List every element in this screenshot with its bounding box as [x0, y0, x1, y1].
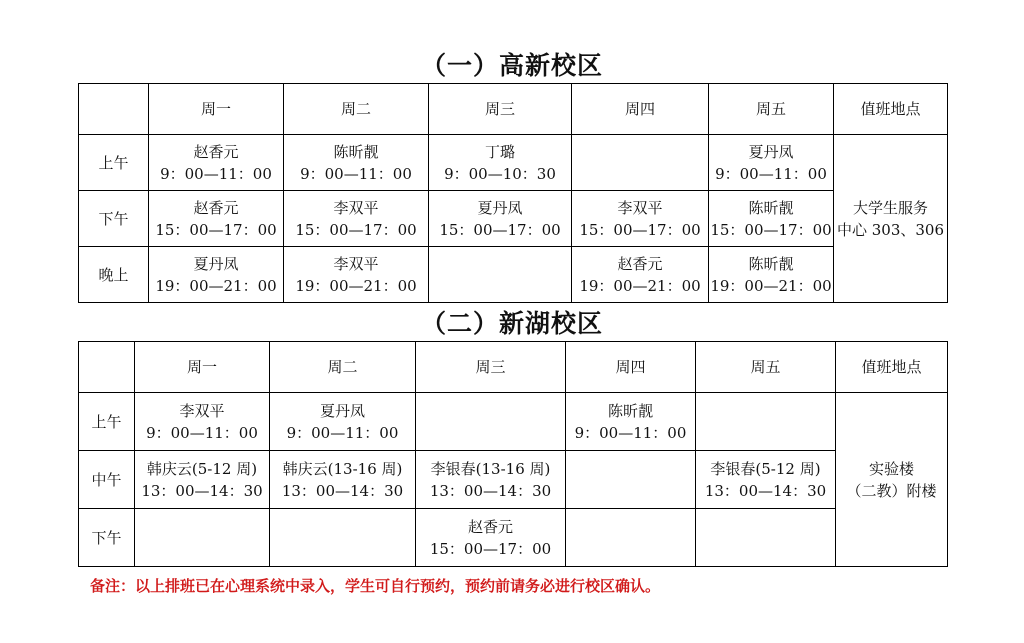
schedule-cell: [572, 135, 709, 191]
campus1-title: （一）高新校区: [420, 51, 603, 80]
schedule-cell: [572, 247, 709, 303]
time-range: 15：00—17：00: [439, 220, 561, 239]
staff-name: 李双平: [179, 401, 225, 420]
duty-location-cell: [834, 135, 948, 303]
schedule-cell: [270, 509, 416, 567]
table-row: [79, 451, 948, 509]
schedule-cell: [416, 509, 566, 567]
header-cell: 周五: [696, 342, 836, 393]
staff-name: 夏丹凤: [748, 142, 794, 161]
schedule-cell: [416, 393, 566, 451]
schedule-cell: [284, 247, 429, 303]
table-row: [79, 191, 948, 247]
campus2-schedule-table: [78, 341, 948, 567]
time-range: 9：00—11：00: [160, 164, 272, 183]
staff-name: 陈昕靓: [748, 198, 794, 217]
table-header-row: [79, 342, 948, 393]
time-range: 9：00—11：00: [286, 423, 399, 442]
time-range: 19：00—21：00: [295, 276, 417, 295]
schedule-cell: [709, 135, 834, 191]
header-cell: 周四: [566, 342, 696, 393]
table-row: [79, 393, 948, 451]
staff-name: 陈昕靓: [748, 254, 794, 273]
location-line: 中心 303、306: [836, 220, 945, 239]
schedule-cell: [270, 451, 416, 509]
schedule-cell: [566, 509, 696, 567]
time-range: 9：00—10：30: [444, 164, 556, 183]
staff-name: 韩庆云(13-16 周): [282, 459, 403, 478]
time-range: 15：00—17：00: [155, 220, 277, 239]
row-label: 中午: [79, 451, 135, 509]
staff-name: 李银春(13-16 周): [430, 459, 551, 478]
time-range: 13：00—14：30: [281, 481, 404, 500]
header-cell: 周二: [284, 84, 429, 135]
time-range: 15：00—17：00: [295, 220, 417, 239]
header-cell: [79, 84, 149, 135]
time-range: 15：00—17：00: [429, 539, 552, 558]
staff-name: 丁璐: [484, 142, 515, 161]
header-cell: 值班地点: [836, 342, 948, 393]
remark-note: 备注：以上排班已在心理系统中录入，学生可自行预约，预约前请务必进行校区确认。: [90, 577, 661, 595]
staff-name: 李双平: [333, 198, 379, 217]
row-label: 晚上: [79, 247, 149, 303]
schedule-cell: [135, 393, 270, 451]
location-line: 大学生服务: [852, 198, 928, 217]
schedule-cell: [284, 135, 429, 191]
staff-name: 赵香元: [467, 517, 513, 536]
header-cell: 周五: [709, 84, 834, 135]
staff-name: 赵香元: [193, 142, 239, 161]
table-header-row: [79, 84, 948, 135]
schedule-cell: [429, 135, 572, 191]
campus2-title: （二）新湖校区: [420, 309, 603, 338]
staff-name: 李双平: [617, 198, 663, 217]
header-cell: 周三: [429, 84, 572, 135]
row-label: 上午: [79, 393, 135, 451]
schedule-cell: [135, 451, 270, 509]
time-range: 15：00—17：00: [710, 220, 832, 239]
duty-location-cell: [836, 393, 948, 567]
schedule-cell: [566, 393, 696, 451]
schedule-cell: [416, 451, 566, 509]
schedule-cell: [149, 191, 284, 247]
header-cell: 周一: [135, 342, 270, 393]
time-range: 19：00—21：00: [710, 276, 832, 295]
staff-name: 夏丹凤: [477, 198, 523, 217]
schedule-cell: [572, 191, 709, 247]
schedule-cell: [149, 247, 284, 303]
schedule-cell: [149, 135, 284, 191]
time-range: 15：00—17：00: [579, 220, 701, 239]
staff-name: 赵香元: [193, 198, 239, 217]
staff-name: 夏丹凤: [319, 401, 365, 420]
header-cell: 周一: [149, 84, 284, 135]
schedule-cell: [696, 451, 836, 509]
time-range: 9：00—11：00: [300, 164, 412, 183]
schedule-cell: [135, 509, 270, 567]
time-range: 13：00—14：30: [141, 481, 263, 500]
staff-name: 赵香元: [617, 254, 663, 273]
row-label: 下午: [79, 191, 149, 247]
table-row: [79, 247, 948, 303]
header-cell: 周四: [572, 84, 709, 135]
time-range: 9：00—11：00: [715, 164, 827, 183]
schedule-cell: [429, 247, 572, 303]
campus1-schedule-table: [78, 83, 948, 303]
time-range: 13：00—14：30: [704, 481, 827, 500]
table-row: [79, 509, 948, 567]
staff-name: 陈昕靓: [333, 142, 379, 161]
staff-name: 韩庆云(5-12 周): [146, 459, 258, 478]
staff-name: 陈昕靓: [607, 401, 653, 420]
schedule-cell: [709, 191, 834, 247]
schedule-cell: [566, 451, 696, 509]
schedule-cell: [696, 393, 836, 451]
schedule-cell: [284, 191, 429, 247]
table-row: [79, 135, 948, 191]
staff-name: 李双平: [333, 254, 379, 273]
time-range: 19：00—21：00: [155, 276, 277, 295]
schedule-cell: [270, 393, 416, 451]
time-range: 9：00—11：00: [574, 423, 687, 442]
schedule-cell: [696, 509, 836, 567]
staff-name: 李银春(5-12 周): [710, 459, 821, 478]
header-cell: 值班地点: [834, 84, 948, 135]
schedule-cell: [429, 191, 572, 247]
header-cell: [79, 342, 135, 393]
location-line: 实验楼: [868, 459, 914, 478]
staff-name: 夏丹凤: [193, 254, 239, 273]
time-range: 13：00—14：30: [429, 481, 552, 500]
row-label: 上午: [79, 135, 149, 191]
schedule-cell: [709, 247, 834, 303]
row-label: 下午: [79, 509, 135, 567]
location-line: （二教）附楼: [846, 481, 937, 500]
header-cell: 周二: [270, 342, 416, 393]
time-range: 19：00—21：00: [579, 276, 701, 295]
time-range: 9：00—11：00: [146, 423, 258, 442]
header-cell: 周三: [416, 342, 566, 393]
